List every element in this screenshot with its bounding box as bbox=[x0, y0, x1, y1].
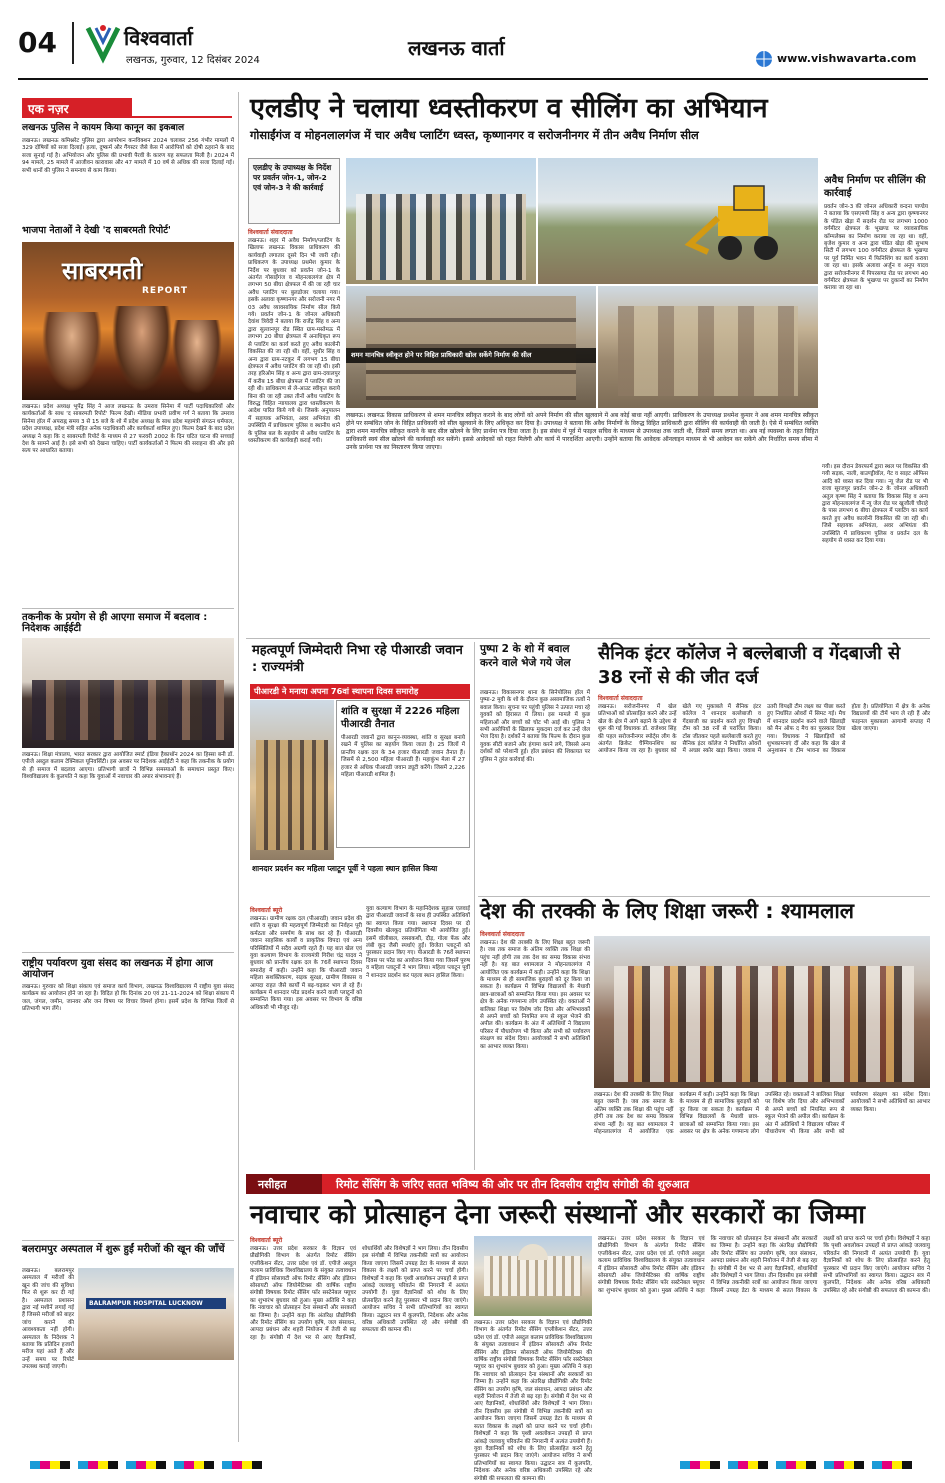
prd-box bbox=[336, 700, 470, 848]
lda-side-text: प्रवर्तन जोन-3 की जोनल अधिकारी वन्दना पाण्डेय ने बताया कि एसएमपी सिंह व अन्य द्वारा कृष्णानगर के पंडित खेड़ा में सदर्शन रोड पर लगभग 1000 वर्गमीटर क्षेत्रफल के भूखण्ड पर व्यावसायिक कॉम्पलेक्स का निर्माण कराया जा रहा था। वहीं, बृजेश कुमार व अन्य द्वारा पंडित खेड़ा की सुभाष सिटी में लगभग 100 वर्गमीटर क्षेत्रफल के भूखण्ड पर पूर्व निर्मित भवन में फिनिशिंग का कार्य कराया जा रहा था। इसके अलावा अर्जुन व अनूप यादव द्वारा सरोजनीनगर में पिपरसण्ड रोड पर लगभग 40 वर्गमीटर क्षेत्रफल के भूखण्ड पर दुकानों का निर्माण कराया जा रहा था। bbox=[824, 204, 928, 292]
section-rule bbox=[478, 896, 930, 897]
lda-photo-caption: शमन मानचित्र स्वीकृत होने पर विहित प्राधिकारी खोल सकेंगे निर्माण की सील bbox=[346, 348, 596, 363]
ek-nazar-label: एक नज़र bbox=[22, 98, 132, 116]
masthead bbox=[0, 0, 945, 86]
prd-text: लखनऊ। ग्रामीण रक्षक दल (पीआरडी) जवान प्रदेश की शांति व सुरक्षा की महत्वपूर्ण जिम्मेदारी का निर्वहन पूरी कर्मठता और समर्पण के साथ कर रहे हैं। पीआरडी जवान साहसिक कार्यों व प्राकृतिक विपदा एवं अन्य परिस्थितियों में सदैव अग्रणी रहते हैं। यह बात खेल एवं युवा कल्याण विभाग के राज्यमंत्री गिरीश चंद्र यादव ने बुधवार को प्रान्तीय रक्षक दल के 76वें स्थापना दिवस समारोह में कही। उन्होंने कहा कि पीआरडी जवान महिला सशक्तिकरण, सड़क सुरक्षा, ग्रामीण विकास व आपदा राहत जैसे कार्यों में बढ़-चढ़कर भाग ले रहे हैं। कार्यक्रम में शानदार परेड प्रदर्शन करने वाली प्लाटूनों को सम्मानित किया गया। इस अवसर पर विभाग के वरिष्ठ अधिकारी भी मौजूद रहे। bbox=[250, 916, 362, 1011]
people-group bbox=[356, 194, 526, 280]
lda-side-head: अवैध निर्माण पर सीलिंग की कार्रवाई bbox=[824, 175, 926, 199]
lda-headline: एलडीए ने चलाया ध्वस्तीकरण व सीलिंग का अभियान bbox=[250, 93, 768, 124]
prd-platoon-photo bbox=[250, 862, 470, 902]
prd-title: महत्वपूर्ण जिम्मेदारी निभा रहे पीआरडी जवान : राज्यमंत्री bbox=[252, 643, 463, 675]
bottom-strip bbox=[246, 1174, 930, 1194]
story-hospital-text: लखनऊ। बलरामपुर अस्पताल में मरीजों की खून की जांच की सुविधा फिर से शुरू कर दी गई है। अस्पताल प्रशासन द्वारा नई मशीनें लगाई गई हैं जिससे मरीजों को बाहर जांच कराने की आवश्यकता नहीं होगी। अस्पताल के निदेशक ने बताया कि प्रतिदिन हजारों मरीज यहां आते हैं और उन्हें समय पर रिपोर्ट उपलब्ध कराई जाएगी। bbox=[22, 1268, 74, 1371]
lda-side-text2: गयी। इस दौरान डेयरफार्म द्वारा स्थल पर विकसित की गयी सड़क, नाली, बाउण्ड्रीवॉल, गेट व साइट ऑफिस आदि को ध्वस्त कर दिया गया। न्यू जेल रोड पर भी राजा सूरजपुर प्रवर्तन जोन-2 के जोनल अधिकारी अतुल कृष्ण सिंह ने बताया कि विकास सिंह व अन्य द्वारा मोहनलालगंज में न्यू जेल रोड पर खुजौली चौराहे के पास लगभग 6 बीघा क्षेत्रफल में प्लाटिंग का कार्य करते हुए अवैध कालोनी विकसित की जा रही थी। जिसे सहायक अभियंता, अवर अभियंता की उपस्थिति में प्राधिकरण पुलिस व प्रवर्तन दल के सहयोग से ध्वस्त कर दिया गया। bbox=[822, 464, 928, 545]
brand-name: विश्ववार्ता bbox=[124, 26, 193, 50]
ek-nazar-rule bbox=[22, 116, 232, 118]
poster-figure bbox=[172, 320, 222, 394]
bottom-byline: विश्ववार्ता ब्यूरो bbox=[250, 1237, 283, 1244]
lda-text2: लखनऊ। लखनऊ विकास प्राधिकरण से शमन मानचित्र स्वीकृत कराने के बाद लोगों को अपने निर्माण की सील खुलवाने में अब कोई बाधा नहीं आएगी। प्राधिकरण के उपाध्यक्ष प्रथमेश कुमार ने अब शमन मानचित्र स्वीकृत होने पर सम्बंधित जोन के विहित प्राधिकारी को सील खुलवाने के लिए अधिकृत कर दिया है। उपाध्यक्ष ने बताया कि अवैध निर्माणों के विरुद्ध विहित प्राधिकारी द्वारा सीलिंग की कार्यवाही की जाती है। ऐसे में सम्बंधित व्यक्ति द्वारा शमन मानचित्र स्वीकृत कराने के बाद सील खोलने के लिए प्रार्थना पत्र दिया जाता है। इस संबंध में पूर्व में फाइल सचिव के माध्यम से उपाध्यक्ष तक जाती थी, जिसमें समय लगता था। अब नई व्यवस्था के तहत विहित प्राधिकारी स्वयं सील खोलने की कार्यवाही कर सकेंगे। इससे आवेदकों को राहत मिलेगी और कार्य में पारदर्शिता आएगी। उन्होंने बताया कि आवेदक ऑनलाइन माध्यम से भी आवेदन कर सकेंगे और निर्धारित समय सीमा में उनके प्रार्थना पत्र का निस्तारण किया जाएगा। bbox=[346, 412, 818, 451]
shiksha-headline: देश की तरक्की के लिए शिक्षा जरूरी : श्यामलाल bbox=[480, 899, 855, 923]
story-police-text: लखनऊ। लखनऊ कमिश्नरेट पुलिस द्वारा आपरेशन कनविक्शन 2024 चलाकर 256 गंभीर मामलों में 329 दोषियों को सजा दिलाई। हत्या, दुष्कर्म और गैंगस्टर जैसे केस में आरोपियों को दोषी ठहराने के बाद सजा सुनाई गई है। अभियोजन और पुलिस की प्रभावी पैरवी के कारण यह सफलता मिली है। 2024 में 94 मामले, 25 मामले में आजीवन कारावास और 47 मामले में 10 वर्ष से अधिक की सजा दिलाई गई। सभी थानों की पुलिस ने समन्वय से काम किया। bbox=[22, 138, 234, 174]
column-rule bbox=[474, 642, 475, 1170]
prd-photo-caption: शानदार प्रदर्शन कर महिला प्लाटून पूर्वी ने पहला स्थान हासिल किया bbox=[250, 862, 470, 902]
strip-tag: नसीहत bbox=[246, 1174, 322, 1194]
hospital-photo bbox=[78, 1268, 234, 1360]
site-photo bbox=[598, 286, 818, 408]
story-iet-text: लखनऊ। शिक्षा मंत्रालय, भारत सरकार द्वारा आयोजित स्मार्ट इंडिया हैकाथॉन 2024 का हिस्सा बनी डॉ. एपीजे अब्दुल कलाम टेक्निकल यूनिवर्सिटी। इस अवसर पर निदेशक आईईटी ने कहा कि तकनीक के प्रयोग से ही समाज में बदलाव आएगा। प्रतिभागी छात्रों ने विभिन्न समस्याओं के समाधान प्रस्तुत किए। विश्वविद्यालय के कुलपति ने कहा कि युवाओं में नवाचार की अपार संभावनाएं हैं। bbox=[22, 752, 234, 781]
university-photo bbox=[474, 1236, 592, 1316]
prd-box-head: शांति व सुरक्षा में 2226 महिला पीआरडी तैनात bbox=[341, 706, 460, 730]
event-people bbox=[614, 966, 914, 1082]
section-rule bbox=[246, 638, 930, 639]
masthead-rule bbox=[18, 78, 928, 80]
parade-people bbox=[256, 740, 328, 850]
bottom-text2: लखनऊ। उत्तर प्रदेश सरकार के विज्ञान एवं प्रौद्योगिकी विभाग के अंतर्गत रिमोट सेंसिंग एप्लीकेशन सेंटर, उत्तर प्रदेश एवं डॉ. एपीजे अब्दुल कलाम प्राविधिक विश्वविद्यालय के संयुक्त तत्वावधान में इंडियन सोसायटी ऑफ रिमोट सेंसिंग और इंडियन सोसायटी ऑफ जियोमेटिक्स की वार्षिक राष्ट्रीय संगोष्ठी विषयक रिमोट सेंसिंग फॉर सस्टेनेबल फ्यूचर का शुभारंभ बुधवार को हुआ। मुख्य अतिथि ने कहा कि नवाचार को प्रोत्साहन देना संस्थानों और सरकारों का जिम्मा है। उन्होंने कहा कि अंतरिक्ष प्रौद्योगिकी और रिमोट सेंसिंग का उपयोग कृषि, जल संसाधन, आपदा प्रबंधन और शहरी नियोजन में तेजी से बढ़ रहा है। संगोष्ठी में देश भर से आए वैज्ञानिकों, शोधार्थियों और विशेषज्ञों ने भाग लिया। तीन दिवसीय इस संगोष्ठी में विभिन्न तकनीकी सत्रों का आयोजन किया जाएगा जिसमें उपग्रह डेटा के माध्यम से सतत विकास के लक्ष्यों को प्राप्त करने पर चर्चा होगी। विशेषज्ञों ने कहा कि पृथ्वी अवलोकन उपग्रहों से प्राप्त आंकड़े जलवायु परिवर्तन की निगरानी में अत्यंत उपयोगी हैं। युवा वैज्ञानिकों को शोध के लिए प्रोत्साहित करने हेतु पुरस्कार भी प्रदान किए जाएंगे। आयोजन सचिव ने सभी प्रतिभागियों का स्वागत किया। उद्घाटन सत्र में कुलपति, निदेशक और अनेक वरिष्ठ अधिकारी उपस्थित रहे और संगोष्ठी की सफलता की कामना की। bbox=[474, 1320, 592, 1482]
lda-bullet-box bbox=[248, 158, 340, 224]
prd-parade-photo bbox=[250, 700, 334, 860]
story-iet-title: तकनीक के प्रयोग से ही आएगा समाज में बदलाव : निदेशक आईईटी bbox=[22, 612, 208, 634]
lda-subhead: गोसाईंगंज व मोहनलालगंज में चार अवैध प्लाटिंग ध्वस्त, कृष्णानगर व सरोजनीनगर में तीन अवैध निर्माण सील bbox=[250, 128, 699, 142]
shiksha-text: लखनऊ। देश की तरक्की के लिए शिक्षा बहुत जरूरी है। जब तक समाज के अंतिम व्यक्ति तक शिक्षा की पहुंच नहीं होगी तब तक देश का समग्र विकास संभव नहीं है। यह बात श्यामलाल ने मोहनलालगंज में आयोजित एक कार्यक्रम में कही। उन्होंने कहा कि शिक्षा के माध्यम से ही सामाजिक बुराइयों को दूर किया जा सकता है। कार्यक्रम में विभिन्न विद्यालयों के मेधावी छात्र-छात्राओं को सम्मानित किया गया। इस अवसर पर क्षेत्र के अनेक गणमान्य लोग उपस्थित रहे। वक्ताओं ने बालिका शिक्षा पर विशेष जोर दिया और अभिभावकों से अपने बच्चों को नियमित रूप से स्कूल भेजने की अपील की। कार्यक्रम के अंत में अतिथियों ने विद्यालय परिसर में पौधारोपण भी किया और सभी को पर्यावरण संरक्षण का संदेश दिया। आयोजकों ने सभी अतिथियों का आभार व्यक्त किया। bbox=[480, 940, 590, 1050]
building-photo bbox=[346, 286, 596, 408]
shiksha-text2: लखनऊ। देश की तरक्की के लिए शिक्षा बहुत जरूरी है। जब तक समाज के अंतिम व्यक्ति तक शिक्षा की पहुंच नहीं होगी तब तक देश का समग्र विकास संभव नहीं है। यह बात श्यामलाल ने मोहनलालगंज में आयोजित एक कार्यक्रम में कही। उन्होंने कहा कि शिक्षा के माध्यम से ही सामाजिक बुराइयों को दूर किया जा सकता है। कार्यक्रम में विभिन्न विद्यालयों के मेधावी छात्र-छात्राओं को सम्मानित किया गया। इस अवसर पर क्षेत्र के अनेक गणमान्य लोग उपस्थित रहे। वक्ताओं ने बालिका शिक्षा पर विशेष जोर दिया और अभिभावकों से अपने बच्चों को नियमित रूप से स्कूल भेजने की अपील की। कार्यक्रम के अंत में अतिथियों ने विद्यालय परिसर में पौधारोपण भी किया और सभी को पर्यावरण संरक्षण का संदेश दिया। आयोजकों ने सभी अतिथियों का आभार व्यक्त किया। bbox=[594, 1092, 930, 1136]
bulldozer-icon bbox=[678, 178, 798, 268]
story-bjp-title: भाजपा नेताओं ने देखी 'द साबरमती रिपोर्ट' bbox=[22, 225, 171, 236]
sainik-headline: सैनिक इंटर कॉलेज ने बल्लेबाजी व गेंदबाजी से 38 रनों से की जीत दर्ज bbox=[598, 643, 901, 688]
shiksha-event-photo bbox=[594, 936, 930, 1088]
sabarmati-poster bbox=[22, 242, 234, 400]
column-rule bbox=[238, 92, 239, 1442]
poster-title: साबरमती bbox=[62, 257, 143, 285]
divider bbox=[22, 952, 234, 953]
left-column bbox=[18, 88, 236, 1450]
iet-group-photo bbox=[22, 638, 234, 748]
globe-icon bbox=[755, 50, 773, 68]
pushpa-title: पुष्पा 2 के शो में बवाल करने वाले भेजे गये जेल bbox=[480, 643, 571, 669]
poster-subtitle: REPORT bbox=[142, 286, 188, 296]
story-police-title: लखनऊ पुलिस ने कायम किया कानून का इकबाल bbox=[22, 123, 185, 133]
divider bbox=[22, 1240, 234, 1241]
story-sansad-title: राष्ट्रीय पर्यावरण युवा संसद का लखनऊ में होगा आज आयोजन bbox=[22, 958, 213, 980]
city-date: लखनऊ, गुरुवार, 12 दिसंबर 2024 bbox=[126, 55, 260, 66]
lda-bullet: एलडीए के उपाध्यक्ष के निर्देश पर प्रवर्तन जोन-1, जोन-2 एवं जोन-3 ने की कार्रवाई bbox=[253, 163, 332, 192]
prd-text2: युवा कल्याण विभाग के महानिदेशक सुहास एलवाई द्वारा पीआरडी जवानों के साथ ही उपस्थित अतिथियों का स्वागत किया गया। स्थापना दिवस पर दो दिवसीय खेलकूद प्रतियोगिता भी आयोजित हुई। इसमें वॉलीबाल, रस्साकशी, दौड़, गोला फेंक और लंबी कूद जैसी स्पर्धाएं हुईं। विजेता प्लाटूनों को पुरस्कार प्रदान किए गए। पीआरडी के 76वें स्थापना दिवस पर परेड का आयोजन किया गया जिसमें पुरुष व महिला प्लाटूनों ने भाग लिया। महिला प्लाटून पूर्वी ने शानदार प्रदर्शन कर पहला स्थान हासिल किया। bbox=[366, 906, 470, 979]
lda-byline: विश्ववार्ता संवाददाता bbox=[248, 229, 293, 236]
prd-byline: विश्ववार्ता ब्यूरो bbox=[250, 907, 283, 914]
story-hospital-title: बलरामपुर अस्पताल में शुरू हुईं मरीजों की खून की जाँचें bbox=[22, 1244, 225, 1255]
poster-figure bbox=[112, 306, 172, 392]
bulldozer-photo bbox=[538, 158, 818, 284]
story-bjp-text: लखनऊ। प्रदेश अध्यक्ष भूपेंद्र सिंह ने आज लखनऊ के उमराव सिनेमा में पार्टी पदाधिकारियों और कार्यकर्ताओं के साथ 'द साबरमती रिपोर्ट' फिल्म देखी। मीडिया प्रभारी प्रवीण गर्ग ने बताया कि उमराव सिनेमा हॉल में अपराह्न समय 3 से 15 बजे के शो में प्रदेश अध्यक्ष के साथ प्रदेश महामंत्री संगठन धर्मपाल, प्रदेश उपाध्यक्ष, प्रदेश मंत्री सहित अनेक पदाधिकारी और कार्यकर्ता शामिल हुए। फिल्म देखने के बाद प्रदेश अध्यक्ष ने कहा कि द साबरमती रिपोर्ट के माध्यम से 27 फरवरी 2002 के दिन घटित घटना की सच्चाई देश के सामने आई है। इसे सभी को देखना चाहिए। पार्टी कार्यकर्ताओं ने फिल्म की सराहना की और इसे सत्य पर आधारित बताया। bbox=[22, 404, 234, 455]
print-color-bar bbox=[30, 1461, 270, 1469]
sainik-text: लखनऊ। सरोजनीनगर में खेल प्रतिभाओं को प्रोत्साहित करने और उन्हें खेल के क्षेत्र में आगे बढ़ाने के उद्देश्य से शुरू की गई विधायक डॉ. राजेश्वर सिंह की पहल सरोजनीनगर स्पोर्ट्स लीग के अंतर्गत क्रिकेट चैम्पियनशिप का आयोजन किया जा रहा है। बुधवार को खेले गए मुकाबले में सैनिक इंटर कॉलेज ने शानदार बल्लेबाजी व गेंदबाजी का प्रदर्शन करते हुए विपक्षी टीम को 38 रनों से पराजित किया। टॉस जीतकर पहले बल्लेबाजी करते हुए सैनिक इंटर कॉलेज ने निर्धारित ओवरों में अच्छा स्कोर खड़ा किया। जवाब में उतरी विपक्षी टीम लक्ष्य का पीछा करते हुए निर्धारित ओवरों में सिमट गई। मैच में शानदार प्रदर्शन करने वाले खिलाड़ी को मैन ऑफ द मैच का पुरस्कार दिया गया। विधायक ने खिलाड़ियों को शुभकामनाएं दीं और कहा कि खेल से अनुशासन व टीम भावना का विकास होता है। प्रतियोगिता में क्षेत्र के अनेक विद्यालयों की टीमें भाग ले रही हैं और फाइनल मुकाबला आगामी सप्ताह में खेला जाएगा। bbox=[598, 704, 930, 755]
prd-subtitle: पीआरडी ने मनाया अपना 76वां स्थापना दिवस समारोह bbox=[250, 684, 470, 699]
lda-text: लखनऊ। शहर में अवैध निर्माण/प्लाटिंग के खिलाफ लखनऊ विकास प्राधिकरण की कार्यवाही लगातार दूसरे दिन भी जारी रही। प्राधिकरण के उपाध्यक्ष प्रथमेश कुमार के निर्देश पर बुधवार को प्रवर्तन जोन-1 के अंतर्गत गोसाईंगंज व मोहनलालगंज क्षेत्र में लगभग 50 बीघा क्षेत्रफल में की जा रही चार अवैध प्लाटिंग पर बुलडोजर चलाया गया। इसके अलावा कृष्णानगर और सरोजनी नगर में 03 अवैध व्यावसायिक निर्माण सील किये गये। प्रवर्तन जोन-1 के जोनल अधिकारी देवांश त्रिवेदी ने बताया कि राजेंद्र सिंह व अन्य द्वारा सुल्तानपुर रोड स्थित ग्राम-मस्तेमऊ में लगभग 20 बीघा क्षेत्रफल में अनाधिकृत रूप से प्लाटिंग का कार्य करते हुए अवैध कालोनी विकसित की जा रही थी। वहीं, सुधीर सिंह व अन्य द्वारा ग्राम-नटकुर में लगभग 15 बीघा क्षेत्रफल में अवैध प्लाटिंग की जा रही थी। इसी तरह हरिओम सिंह व अन्य द्वारा ग्राम-दयालपुर में करीब 15 बीघा क्षेत्रफल में प्लाटिंग की जा रही थी। प्राधिकरण से ले-आउट स्वीकृत कराये बिना की जा रही उक्त तीनों अवैध प्लाटिंग के विरुद्ध विहित न्यायालय द्वारा ध्वस्तीकरण के आदेश पारित किये गये थे। जिसके अनुपालन में सहायक अभियंता, अवर अभियंता की उपस्थिति में प्राधिकरण पुलिस व स्थानीय थाने के पुलिस बल के सहयोग से अवैध प्लाटिंग के ध्वस्तीकरण की कार्यवाही कराई गयी। bbox=[248, 238, 340, 444]
bottom-text3: लखनऊ। उत्तर प्रदेश सरकार के विज्ञान एवं प्रौद्योगिकी विभाग के अंतर्गत रिमोट सेंसिंग एप्लीकेशन सेंटर, उत्तर प्रदेश एवं डॉ. एपीजे अब्दुल कलाम प्राविधिक विश्वविद्यालय के संयुक्त तत्वावधान में इंडियन सोसायटी ऑफ रिमोट सेंसिंग और इंडियन सोसायटी ऑफ जियोमेटिक्स की वार्षिक राष्ट्रीय संगोष्ठी विषयक रिमोट सेंसिंग फॉर सस्टेनेबल फ्यूचर का शुभारंभ बुधवार को हुआ। मुख्य अतिथि ने कहा कि नवाचार को प्रोत्साहन देना संस्थानों और सरकारों का जिम्मा है। उन्होंने कहा कि अंतरिक्ष प्रौद्योगिकी और रिमोट सेंसिंग का उपयोग कृषि, जल संसाधन, आपदा प्रबंधन और शहरी नियोजन में तेजी से बढ़ रहा है। संगोष्ठी में देश भर से आए वैज्ञानिकों, शोधार्थियों और विशेषज्ञों ने भाग लिया। तीन दिवसीय इस संगोष्ठी में विभिन्न तकनीकी सत्रों का आयोजन किया जाएगा जिसमें उपग्रह डेटा के माध्यम से सतत विकास के लक्ष्यों को प्राप्त करने पर चर्चा होगी। विशेषज्ञों ने कहा कि पृथ्वी अवलोकन उपग्रहों से प्राप्त आंकड़े जलवायु परिवर्तन की निगरानी में अत्यंत उपयोगी हैं। युवा वैज्ञानिकों को शोध के लिए प्रोत्साहित करने हेतु पुरस्कार भी प्रदान किए जाएंगे। आयोजन सचिव ने सभी प्रतिभागियों का स्वागत किया। उद्घाटन सत्र में कुलपति, निदेशक और अनेक वरिष्ठ अधिकारी उपस्थित रहे और संगोष्ठी की सफलता की कामना की। bbox=[598, 1236, 930, 1294]
hospital-sign: BALRAMPUR HOSPITAL LUCKNOW bbox=[86, 1298, 226, 1309]
shiksha-byline: विश्ववार्ता संवाददाता bbox=[480, 931, 525, 938]
website-link[interactable]: www.vishwavarta.com bbox=[777, 52, 917, 65]
university-dome bbox=[518, 1244, 548, 1260]
page-number-divider bbox=[72, 22, 74, 64]
divider bbox=[22, 608, 234, 609]
people-row bbox=[32, 680, 224, 740]
brand-logo-icon bbox=[86, 22, 120, 62]
sainik-byline: विश्ववार्ता संवाददाता bbox=[598, 695, 643, 702]
lda-officials-photo bbox=[346, 158, 536, 284]
print-color-bar bbox=[680, 1461, 920, 1469]
construction-pillars bbox=[618, 306, 798, 396]
page-number: 04 bbox=[18, 26, 57, 59]
bottom-text: लखनऊ। उत्तर प्रदेश सरकार के विज्ञान एवं प्रौद्योगिकी विभाग के अंतर्गत रिमोट सेंसिंग एप्लीकेशन सेंटर, उत्तर प्रदेश एवं डॉ. एपीजे अब्दुल कलाम प्राविधिक विश्वविद्यालय के संयुक्त तत्वावधान में इंडियन सोसायटी ऑफ रिमोट सेंसिंग और इंडियन सोसायटी ऑफ जियोमेटिक्स की वार्षिक राष्ट्रीय संगोष्ठी विषयक रिमोट सेंसिंग फॉर सस्टेनेबल फ्यूचर का शुभारंभ बुधवार को हुआ। मुख्य अतिथि ने कहा कि नवाचार को प्रोत्साहन देना संस्थानों और सरकारों का जिम्मा है। उन्होंने कहा कि अंतरिक्ष प्रौद्योगिकी और रिमोट सेंसिंग का उपयोग कृषि, जल संसाधन, आपदा प्रबंधन और शहरी नियोजन में तेजी से बढ़ रहा है। संगोष्ठी में देश भर से आए वैज्ञानिकों, शोधार्थियों और विशेषज्ञों ने भाग लिया। तीन दिवसीय इस संगोष्ठी में विभिन्न तकनीकी सत्रों का आयोजन किया जाएगा जिसमें उपग्रह डेटा के माध्यम से सतत विकास के लक्ष्यों को प्राप्त करने पर चर्चा होगी। विशेषज्ञों ने कहा कि पृथ्वी अवलोकन उपग्रहों से प्राप्त आंकड़े जलवायु परिवर्तन की निगरानी में अत्यंत उपयोगी हैं। युवा वैज्ञानिकों को शोध के लिए प्रोत्साहित करने हेतु पुरस्कार भी प्रदान किए जाएंगे। आयोजन सचिव ने सभी प्रतिभागियों का स्वागत किया। उद्घाटन सत्र में कुलपति, निदेशक और अनेक वरिष्ठ अधिकारी उपस्थित रहे और संगोष्ठी की सफलता की कामना की। bbox=[250, 1246, 468, 1341]
prd-box-text: पीआरडी जवानों द्वारा कानून-व्यवस्था, शांति व सुरक्षा बनाये रखने में पुलिस का सहयोग किया जाता है। 25 जिलों में प्रान्तीय रक्षक दल के 34 हजार पीआरडी जवान तैनात हैं। जिसमें से 2,500 महिला पीआरडी हैं। महाकुंभ मेला में 27 हजार से अधिक पीआरडी जवान ड्यूटी करेंगे। जिसमें 2,226 महिला पीआरडी शामिल हैं। bbox=[341, 735, 465, 779]
story-sansad-text: लखनऊ। गुरुवार को शिक्षा संकाय एवं समाज कार्य विभाग, लखनऊ विश्वविद्यालय में राष्ट्रीय युवा संसद कार्यक्रम का आयोजन होने जा रहा है। विदित हो कि दिनांक 20 एवं 21-11-2024 को शिक्षा संकाय में जल, जंगल, जमीन, जानवर और जन विषय पर विचार विमर्श होगा। इसमें प्रदेश के विभिन्न जिलों से प्रतिभागी भाग लेंगे। bbox=[22, 984, 234, 1013]
bottom-headline: नवाचार को प्रोत्साहन देना जरूरी संस्थानों और सरकारों का जिम्मा bbox=[250, 1200, 865, 1230]
pushpa-text: लखनऊ। विकासनगर थाना के सिनेपोलिस हॉल में पुष्पा-2 मूवी के शो के दौरान कुछ असामाजिक तत्वों ने बवाल किया। सूचना पर पहुंची पुलिस ने उत्पात मचा रहे युवकों को हिरासत में लिया। इस मामले में कुछ महिलाओं और बच्चों को चोट भी आई थी। पुलिस ने सभी आरोपियों के खिलाफ मुकदमा दर्ज कर उन्हें जेल भेज दिया है। दर्शकों ने बताया कि फिल्म के दौरान कुछ युवक सीटी बजाने और हंगामा करने लगे, जिससे अन्य दर्शकों को परेशानी हुई। हॉल प्रबंधन की शिकायत पर पुलिस ने तुरंत कार्रवाई की। bbox=[480, 690, 590, 763]
strip-text: रिमोट सेंसिंग के जरिए सतत भविष्य की ओर पर तीन दिवसीय राष्ट्रीय संगोष्ठी की शुरुआत bbox=[336, 1178, 690, 1191]
section-title: लखनऊ वार्ता bbox=[408, 36, 505, 60]
poster-figure bbox=[42, 312, 102, 392]
university-building bbox=[484, 1256, 582, 1296]
